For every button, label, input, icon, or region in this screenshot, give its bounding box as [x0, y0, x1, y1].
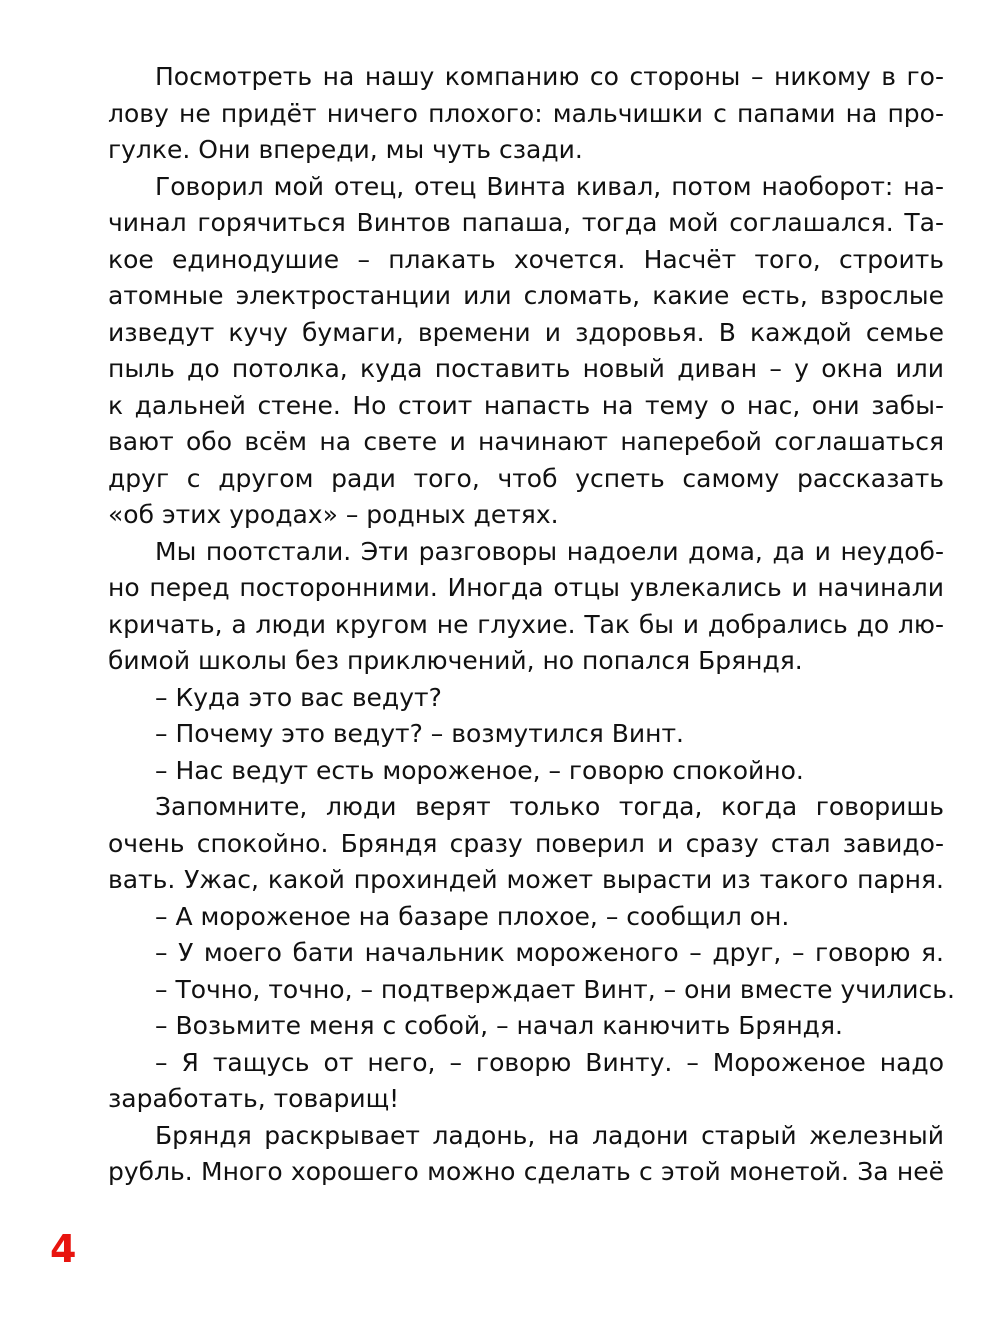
text-line: Посмотреть на нашу компанию со стороны – никому в го- — [155, 62, 944, 91]
text-line: изведут кучу бумаги, времени и здоровья. В каждой семье — [108, 317, 944, 347]
text-line: рубль. Много хорошего можно сделать с этой монетой. За неё — [108, 1157, 944, 1186]
text-line: – Я тащусь от него, – говорю Винту. – Мороженое надо — [155, 1047, 944, 1077]
page-number: 4 — [50, 1227, 77, 1271]
text-line: к дальней стене. Но стоит напасть на тему о нас, они забы- — [108, 390, 944, 420]
text-line: кричать, а люди кругом не глухие. Так бы и добрались до лю- — [108, 609, 944, 639]
text-line: – Возьмите меня с собой, – начал канючить Бряндя. — [155, 1011, 843, 1040]
text-line: Бряндя раскрывает ладонь, на ладони старый железный — [155, 1120, 944, 1150]
text-line: очень спокойно. Бряндя сразу поверил и сразу стал завидо- — [108, 828, 944, 858]
text-line: заработать, товарищ! — [108, 1084, 400, 1113]
text-line: – Почему это ведут? – возмутился Винт. — [155, 719, 684, 748]
text-line: вать. Ужас, какой прохиндей может вырасти из такого парня. — [108, 865, 944, 894]
text-line: друг с другом ради того, чтоб успеть самому рассказать — [108, 463, 944, 493]
text-line: чинал горячиться Винтов папаша, тогда мой соглашался. Та- — [108, 208, 944, 237]
text-line: но перед посторонними. Иногда отцы увлекались и начинали — [108, 573, 944, 602]
text-line: лову не придёт ничего плохого: мальчишки с папами на про- — [108, 98, 944, 128]
text-line: – У моего бати начальник мороженого – друг, – говорю я. — [155, 938, 944, 967]
text-line: Мы поотстали. Эти разговоры надоели дома, да и неудоб- — [155, 536, 944, 566]
text-line: гулке. Они впереди, мы чуть сзади. — [108, 135, 583, 164]
text-line: вают обо всём на свете и начинают наперебой соглашаться — [108, 427, 944, 456]
text-line: – Куда это вас ведут? — [155, 682, 442, 712]
text-line: Говорил мой отец, отец Винта кивал, потом наоборот: на- — [155, 171, 944, 201]
text-line: бимой школы без приключений, но попался Бряндя. — [108, 646, 803, 675]
text-line: – А мороженое на базаре плохое, – сообщил он. — [155, 901, 790, 931]
text-line: – Нас ведут есть мороженое, – говорю спокойно. — [155, 755, 804, 785]
text-line: Запомните, люди верят только тогда, когда говоришь — [155, 792, 944, 821]
text-line: «об этих уродах» – родных детях. — [108, 500, 559, 529]
text-line: – Точно, точно, – подтверждает Винт, – они вместе учились. — [155, 974, 955, 1004]
text-line: пыль до потолка, куда поставить новый диван – у окна или — [108, 354, 944, 383]
text-line: атомные электростанции или сломать, какие есть, взрослые — [108, 281, 944, 310]
text-line: кое единодушие – плакать хочется. Насчёт того, строить — [108, 244, 944, 274]
